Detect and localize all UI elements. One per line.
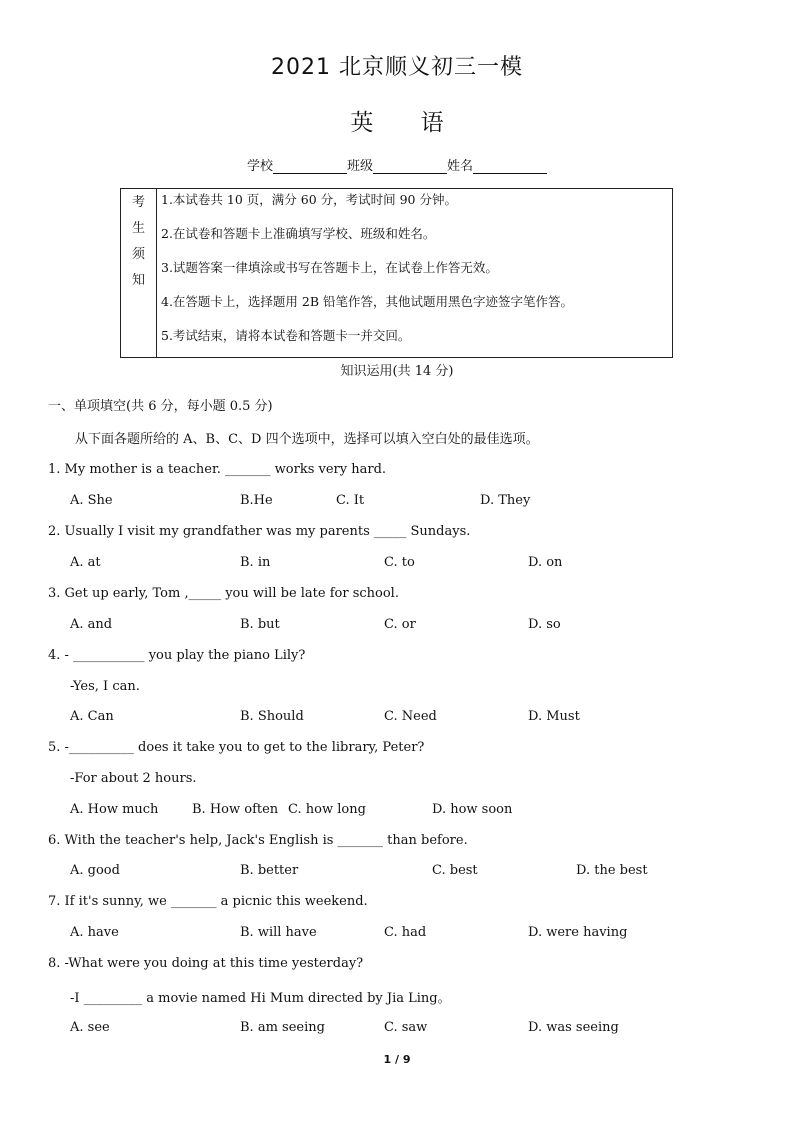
option-d: D. how soon [432,802,513,817]
option-d: D. Must [528,709,580,724]
question-stem: 5. -__________ does it take you to get to the library, Peter? [48,740,425,755]
notice-item: 1.本试卷共 10 页，满分 60 分，考试时间 90 分钟。 [161,192,457,207]
option-a: A. She [70,493,113,508]
notice-label-char: 知 [131,273,145,288]
option-b: B. in [240,555,271,570]
option-a: A. How much [70,802,159,817]
option-c: C. how long [288,802,366,817]
option-a: A. Can [70,709,114,724]
notice-label-char: 生 [131,221,145,236]
option-a: A. and [70,617,113,632]
question-reply: -For about 2 hours. [70,771,197,786]
option-c: C. to [384,555,415,570]
option-b: B. How often [192,802,279,817]
option-a: A. see [70,1020,110,1035]
question-reply: -Yes, I can. [70,679,140,694]
question-stem: 4. - ___________ you play the piano Lily? [48,648,306,663]
notice-items [157,189,672,357]
class-blank [373,159,447,174]
name-blank [473,159,547,174]
question-reply: -I _________ a movie named Hi Mum directed by Jia Ling。 [70,991,451,1006]
option-d: D. so [528,617,561,632]
exam-notice-box [120,188,673,358]
option-c: C. Need [384,709,437,724]
name-label: 姓名 [447,159,474,174]
part-instructions: 从下面各题所给的 A、B、C、D 四个选项中，选择可以填入空白处的最佳选项。 [75,432,539,447]
option-b: B.He [240,493,273,508]
class-label: 班级 [346,159,373,174]
notice-item: 3.试题答案一律填涂或书写在答题卡上，在试卷上作答无效。 [161,260,498,275]
school-label: 学校 [246,159,273,174]
notice-label [121,189,157,357]
school-blank [273,159,347,174]
option-a: A. at [70,555,101,570]
page-number: 1 / 9 [383,1053,411,1066]
notice-label-char: 考 [131,195,145,210]
option-c: C. had [384,925,427,940]
option-b: B. better [240,863,299,878]
question-stem: 7. If it's sunny, we _______ a picnic this weekend. [48,894,368,909]
option-c: C. saw [384,1020,428,1035]
part-heading: 一、单项填空(共 6 分，每小题 0.5 分) [48,399,273,414]
option-b: B. Should [240,709,304,724]
option-d: D. were having [528,925,628,940]
option-b: B. but [240,617,280,632]
page-title: 2021 北京顺义初三一模 [271,55,523,80]
option-b: B. will have [240,925,317,940]
option-b: B. am seeing [240,1020,325,1035]
notice-label-char: 须 [131,247,145,262]
option-c: C. best [432,863,478,878]
notice-item: 2.在试卷和答题卡上准确填写学校、班级和姓名。 [161,226,436,241]
section-title: 知识运用(共 14 分) [340,364,454,379]
option-d: D. on [528,555,563,570]
option-c: C. It [336,493,365,508]
option-c: C. or [384,617,416,632]
option-d: D. the best [576,863,648,878]
question-stem: 2. Usually I visit my grandfather was my parents _____ Sundays. [48,524,471,539]
option-a: A. good [70,863,120,878]
question-stem: 1. My mother is a teacher. _______ works very hard. [48,462,387,477]
notice-item: 4.在答题卡上，选择题用 2B 铅笔作答，其他试题用黑色字迹签字笔作答。 [161,294,574,309]
option-d: D. was seeing [528,1020,619,1035]
notice-item: 5.考试结束，请将本试卷和答题卡一并交回。 [161,328,411,343]
question-stem: 8. -What were you doing at this time yesterday? [48,956,364,971]
question-stem: 6. With the teacher's help, Jack's English is _______ than before. [48,833,468,848]
subject-title: 英 语 [350,110,444,136]
option-d: D. They [480,493,531,508]
option-a: A. have [70,925,119,940]
student-info-line [0,155,794,174]
question-stem: 3. Get up early, Tom ,_____ you will be late for school. [48,586,399,601]
